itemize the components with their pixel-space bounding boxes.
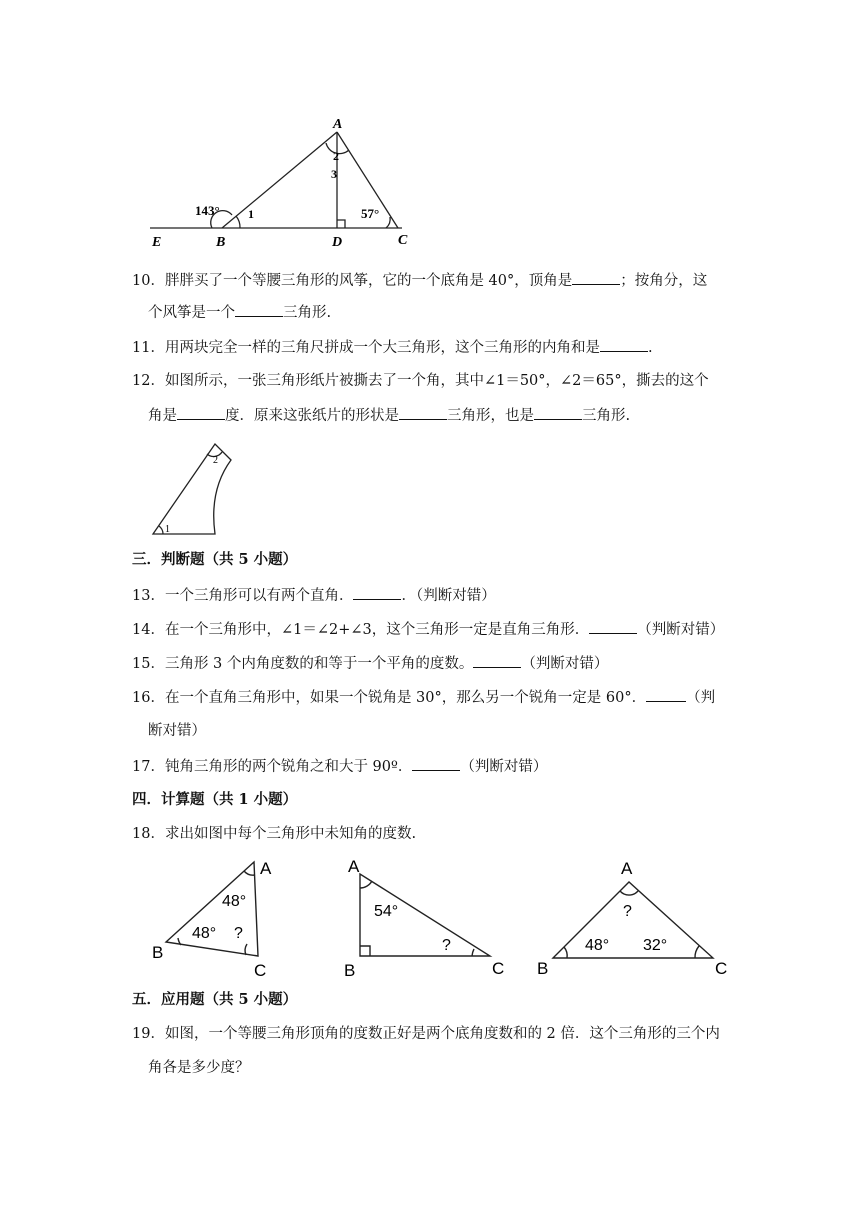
tri3-label-b: B [537, 959, 549, 976]
tri2-unknown: ? [442, 937, 451, 954]
question-17: 17．钝角三角形的两个锐角之和大于 90º． （判断对错） [132, 756, 547, 777]
tri2-angle-a: 54° [374, 903, 399, 920]
tri2-label-b: B [344, 961, 356, 976]
figure-triangle-3 [535, 852, 735, 976]
answer-blank[interactable] [177, 405, 225, 420]
figure-torn-paper [145, 438, 245, 538]
label-2: 2 [333, 149, 339, 163]
paper-angle-2: 2 [213, 455, 218, 466]
question-13: 13．一个三角形可以有两个直角． ．（判断对错） [132, 585, 496, 606]
answer-blank[interactable] [646, 687, 686, 702]
question-16-line2: 断对错） [148, 723, 206, 739]
question-12-line2: 角是 度．原来这张纸片的形状是 三角形，也是 三角形. [148, 405, 630, 426]
tri1-label-a: A [260, 859, 272, 878]
answer-blank[interactable] [572, 270, 620, 285]
section-3-heading: 三．判断题（共 5 小题） [132, 551, 298, 568]
answer-blank[interactable] [589, 619, 637, 634]
question-10-line2: 个风筝是一个 三角形. [148, 302, 331, 323]
question-19-line2: 角各是多少度？ [148, 1060, 250, 1076]
question-18: 18．求出如图中每个三角形中未知角的度数. [132, 826, 417, 842]
label-a: A [333, 117, 343, 132]
angle-143: 143° [195, 203, 220, 218]
question-12-line1: 12．如图所示，一张三角形纸片被撕去了一个角，其中∠1＝50°，∠2＝65°，撕去的这个 [132, 373, 709, 389]
label-1: 1 [248, 207, 254, 221]
answer-blank[interactable] [534, 405, 582, 420]
label-e: E [152, 235, 162, 250]
tri1-unknown: ? [234, 925, 243, 942]
question-10-line1: 10．胖胖买了一个等腰三角形的风筝，它的一个底角是 40°，顶角是 ；按角分，这 [132, 270, 707, 291]
answer-blank[interactable] [600, 337, 648, 352]
question-11: 11．用两块完全一样的三角尺拼成一个大三角形，这个三角形的内角和是 . [132, 337, 653, 358]
tri1-angle-b: 48° [192, 925, 217, 942]
tri1-label-c: C [254, 961, 267, 976]
question-14: 14．在一个三角形中，∠1＝∠2+∠3，这个三角形一定是直角三角形． （判断对错） [132, 619, 724, 640]
tri3-unknown: ? [623, 903, 632, 920]
answer-blank[interactable] [235, 302, 283, 317]
section-5-heading: 五．应用题（共 5 小题） [132, 991, 298, 1008]
tri3-angle-b: 48° [585, 937, 610, 954]
question-16-line1: 16．在一个直角三角形中，如果一个锐角是 30°，那么另一个锐角一定是 60°． （判 [132, 687, 715, 708]
tri3-label-c: C [715, 959, 728, 976]
figure-triangle-2 [342, 852, 512, 976]
tri2-label-c: C [492, 959, 505, 976]
figure-triangle-1 [150, 852, 280, 976]
tri3-angle-c: 32° [643, 937, 668, 954]
answer-blank[interactable] [353, 585, 401, 600]
question-19-line1: 19．如图，一个等腰三角形顶角的度数正好是两个底角度数和的 2 倍．这个三角形的三个内 [132, 1026, 720, 1042]
tri1-label-b: B [152, 943, 164, 962]
tri1-angle-a: 48° [222, 893, 247, 910]
label-d: D [332, 235, 343, 250]
paper-angle-1: 1 [165, 524, 170, 535]
answer-blank[interactable] [399, 405, 447, 420]
answer-blank[interactable] [473, 653, 521, 668]
tri2-label-a: A [348, 857, 360, 876]
label-b: B [216, 235, 226, 250]
figure-triangle-abc [140, 112, 420, 252]
label-c: C [398, 233, 408, 248]
angle-57: 57° [361, 206, 380, 221]
label-3: 3 [331, 167, 337, 181]
answer-blank[interactable] [412, 756, 460, 771]
tri3-label-a: A [621, 859, 633, 878]
question-15: 15．三角形 3 个内角度数的和等于一个平角的度数。 （判断对错） [132, 653, 608, 674]
section-4-heading: 四．计算题（共 1 小题） [132, 791, 298, 808]
